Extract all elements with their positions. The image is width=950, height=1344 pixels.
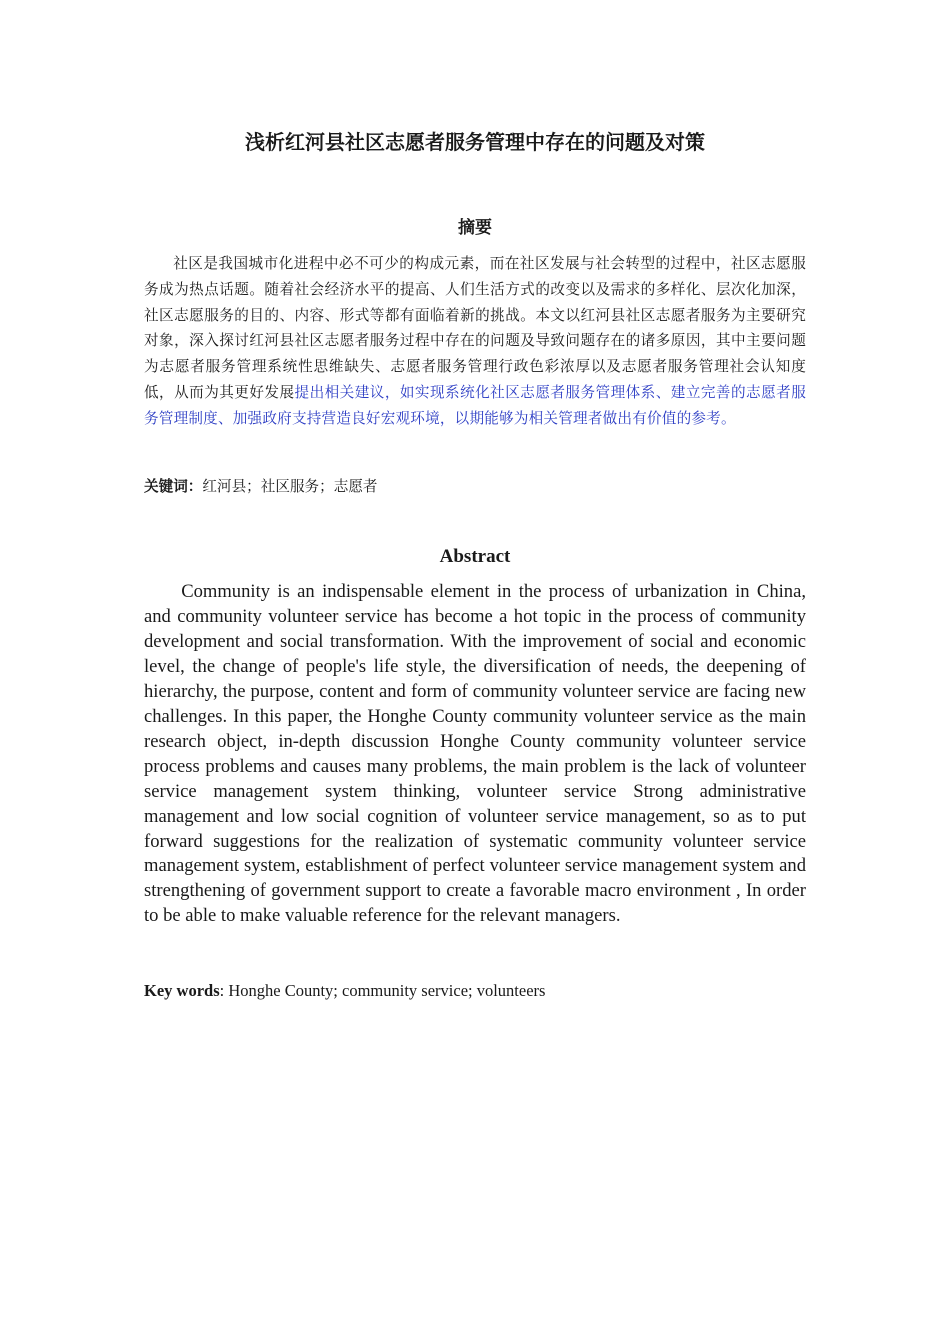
keywords-en-separator: : — [219, 981, 229, 1000]
keywords-en-label: Key words — [144, 981, 220, 1000]
keywords-cn-value: 红河县；社区服务；志愿者 — [202, 478, 378, 495]
paper-title: 浅析红河县社区志愿者服务管理中存在的问题及对策 — [245, 130, 705, 154]
keywords-cn-label: 关键词： — [144, 478, 203, 495]
abstract-cn-text: 社区是我国城市化进程中必不可少的构成元素，而在社区发展与社会转型的过程中，社区志愿服务成为热点话题。随着社会经济水平的提高、人们生活方式的改变以及需求的多样化、层次化加深，社区志愿服务的目的、内容、形式等都有面临着新的挑战。本文以红河县社区志愿者服务为主要研究对象，深入探讨红河县社区志愿者服务过程中存在的问题及导致问题存在的诸多原因，其中主要问题为志愿者服务管理系统性思维缺失、志愿者服务管理行政色彩浓厚以及志愿者服务管理社会认知度低，从而为其更好发展 — [144, 255, 806, 401]
abstract-en-body: Community is an indispensable element in the process of urbanization in China, and community volunteer service has become a hot topic in the process of community development and social transformation. With the improvement of social and economic level, the change of people's life style, the diversification of needs, the deepening of hierarchy, the purpose, content and form of community volunteer service are facing new challenges. In this paper, the Honghe County community volunteer service as the main research object, in-depth discussion Honghe County community volunteer service process problems and causes many problems, the main problem is the lack of volunteer service management system thinking, volunteer service Strong administrative management and low social cognition of volunteer service management, so as to put forward suggestions for the realization of systematic community volunteer service management system, establishment of perfect volunteer service management system and strengthening of government support to create a favorable macro environment , In order to be able to make valuable reference for the relevant managers. — [144, 581, 806, 927]
keywords-en — [144, 979, 806, 1003]
keywords-cn — [144, 475, 806, 499]
abstract-en-heading: Abstract — [439, 546, 511, 567]
abstract-cn-body — [144, 251, 806, 432]
abstract-cn-highlight-text: 提出相关建议，如实现系统化社区志愿者服务管理体系、建立完善的志愿者服务管理制度、加强政府支持营造良好宏观环境，以期能够为相关管理者做出有价值的参考。 — [144, 383, 806, 427]
abstract-cn-heading: 摘要 — [458, 218, 492, 238]
keywords-en-value: Honghe County; community service; volunteers — [228, 981, 546, 1000]
